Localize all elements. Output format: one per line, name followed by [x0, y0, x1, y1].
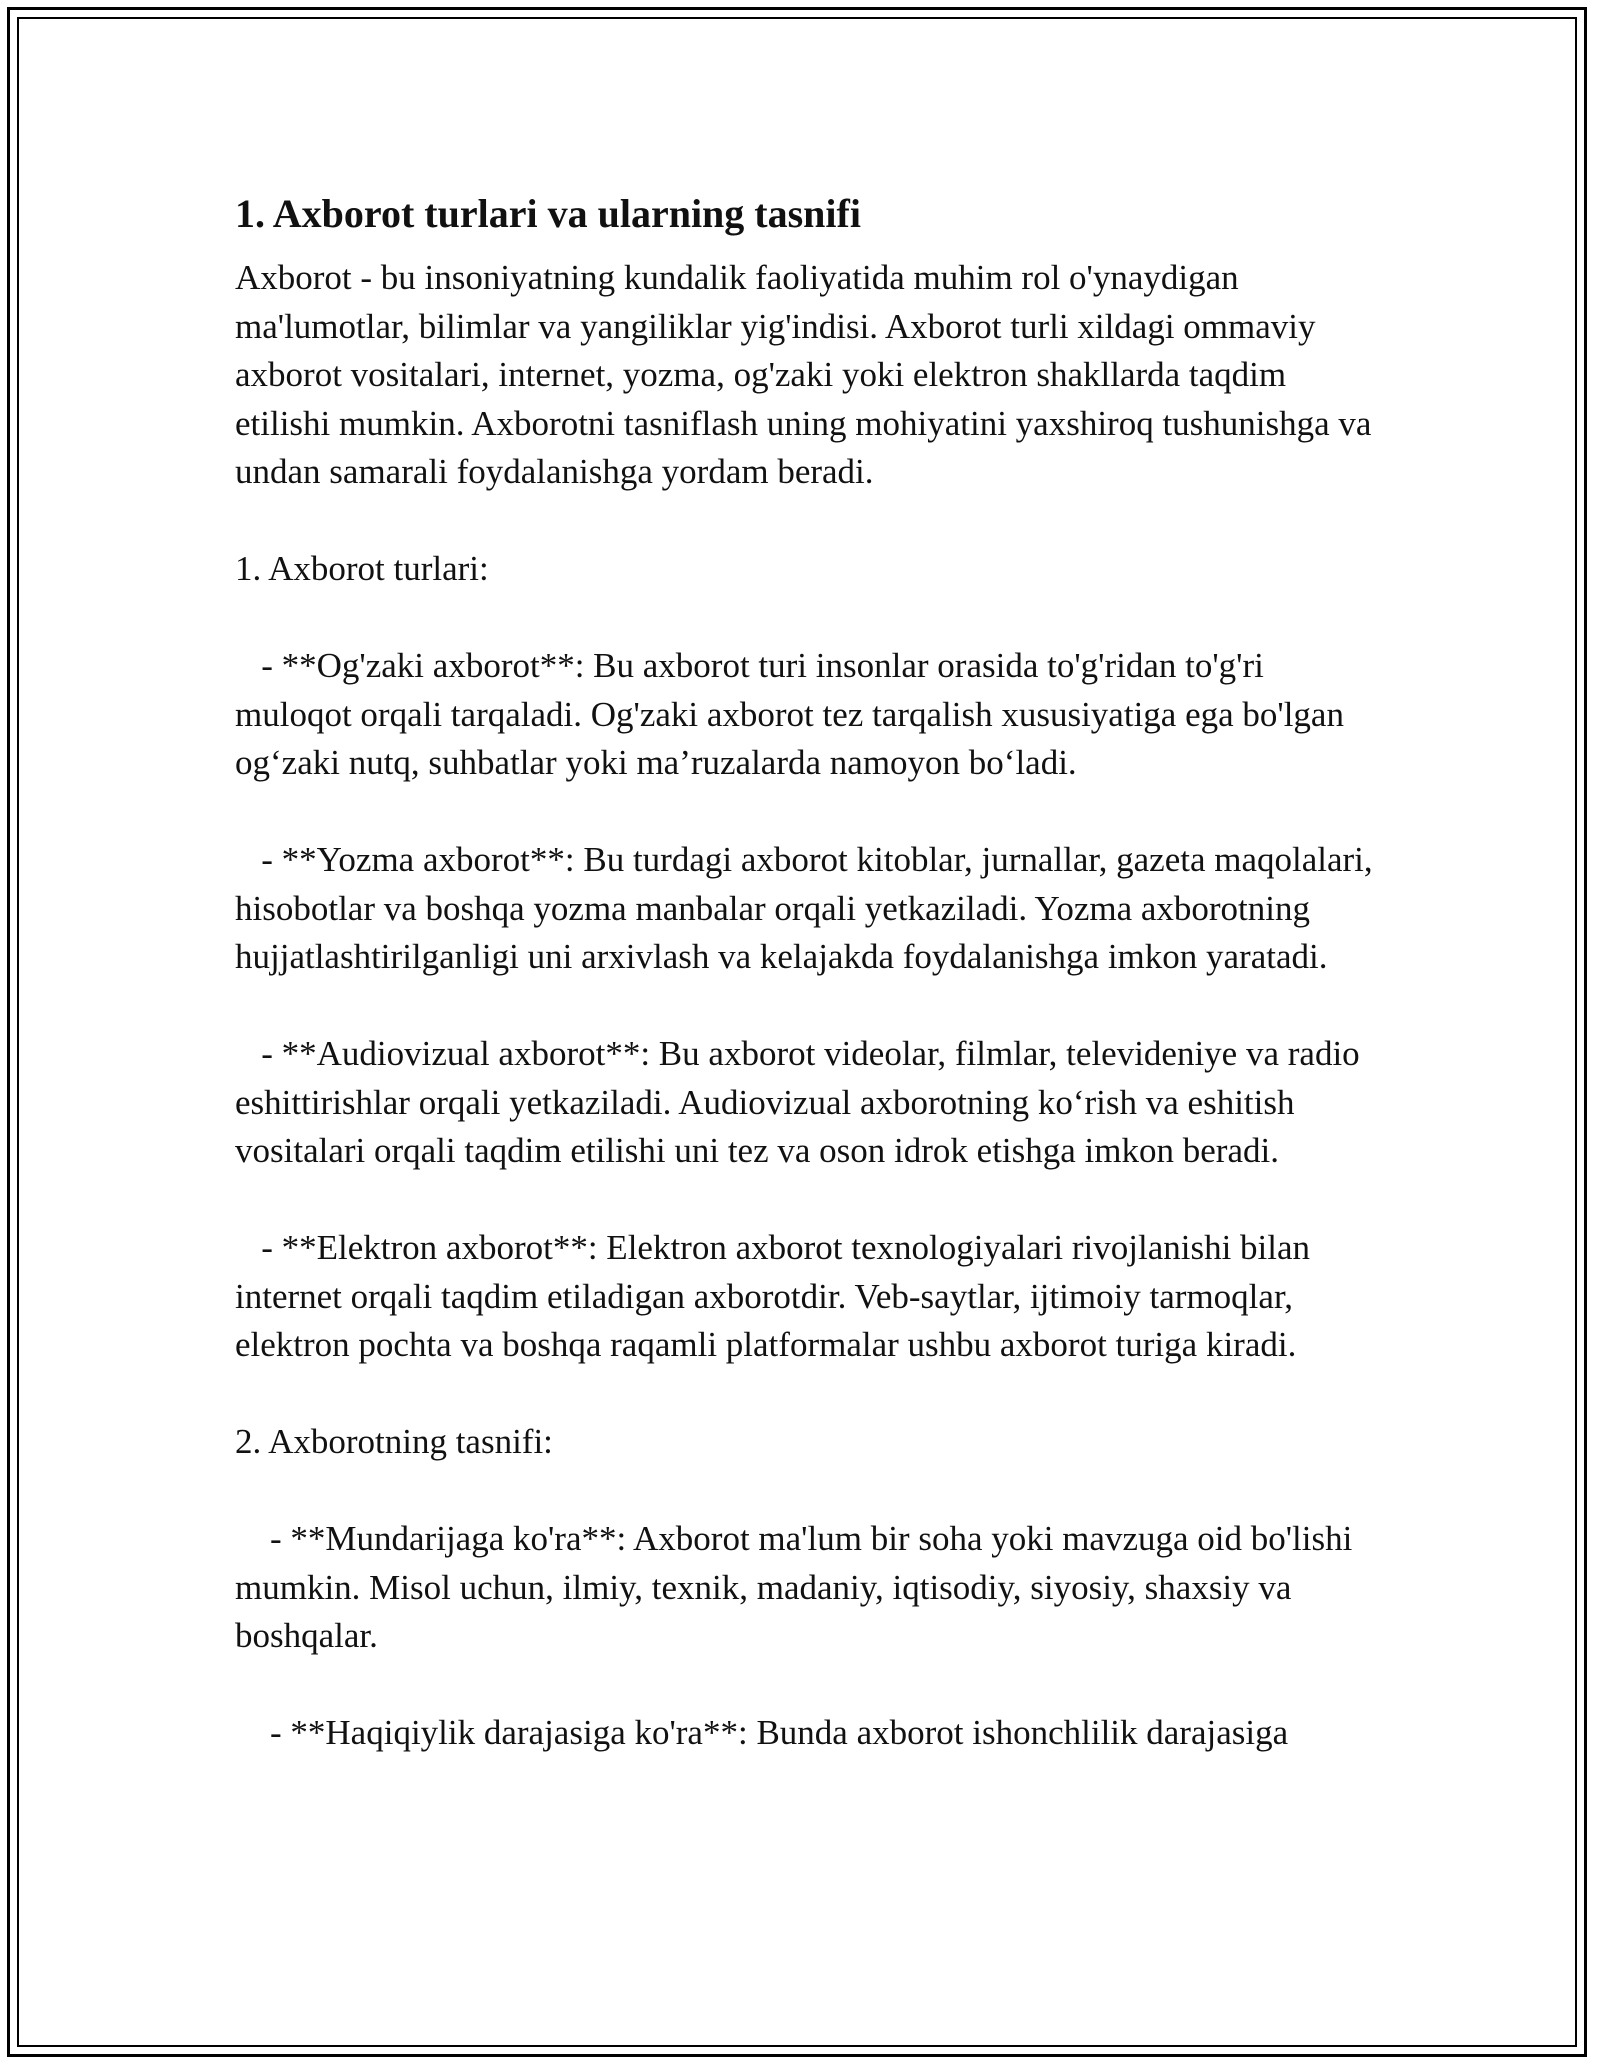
paragraph-gap	[235, 594, 1375, 643]
paragraph-gap	[235, 1176, 1375, 1225]
list-item-electronic: - **Elektron axborot**: Elektron axborot texnologiyalari rivojlanishi bilan internet orqali taqdim etiladigan axborotdir. Veb-saytlar, ijtimoiy tarmoqlar, elektron pochta va boshqa raqamli platformalar ushbu axborot turiga kiradi.	[235, 1228, 1319, 1364]
paragraph-gap	[235, 788, 1375, 837]
paragraph-gap	[235, 982, 1375, 1031]
paragraph-gap	[235, 497, 1375, 546]
list-item-content: - **Mundarijaga ko'ra**: Axborot ma'lum bir soha yoki mavzuga oid bo'lishi mumkin. Misol uchun, ilmiy, texnik, madaniy, iqtisodiy, siyosiy, shaxsiy va boshqalar.	[235, 1519, 1362, 1655]
section-heading-types: 1. Axborot turlari:	[235, 549, 489, 588]
list-item-written: - **Yozma axborot**: Bu turdagi axborot kitoblar, jurnallar, gazeta maqolalari, hisobotlar va boshqa yozma manbalar orqali yetkaziladi. Yozma axborotning hujjatlashtirilganligi uni arxivlash va kelajakda foydalanishga imkon yaratadi.	[235, 840, 1382, 976]
document-title: 1. Axborot turlari va ularning tasnifi	[235, 191, 861, 236]
section-heading-classification: 2. Axborotning tasnifi:	[235, 1422, 553, 1461]
list-item-oral: - **Og'zaki axborot**: Bu axborot turi insonlar orasida to'g'ridan to'g'ri muloqot orqali tarqaladi. Og'zaki axborot tez tarqalish xususiyatiga ega bo'lgan og‘zaki nutq, suhbatlar yoki ma’ruzalarda namoyon bo‘ladi.	[235, 646, 1353, 782]
paragraph-gap	[235, 1467, 1375, 1516]
paragraph-gap	[235, 1370, 1375, 1419]
document-body	[235, 186, 1382, 1758]
paragraph-gap	[235, 1661, 1375, 1710]
list-item-audiovisual: - **Audiovizual axborot**: Bu axborot videolar, filmlar, televideniye va radio eshittirishlar orqali yetkaziladi. Audiovizual axborotning ko‘rish va eshitish vositalari orqali taqdim etilishi uni tez va oson idrok etishga imkon beradi.	[235, 1034, 1369, 1170]
intro-paragraph: Axborot - bu insoniyatning kundalik faoliyatida muhim rol o'ynaydigan ma'lumotlar, bilimlar va yangiliklar yig'indisi. Axborot turli xildagi ommaviy axborot vositalari, internet, yozma, og'zaki yoki elektron shakllarda taqdim etilishi mumkin. Axborotni tasniflash uning mohiyatini yaxshiroq tushunishga va undan samarali foydalanishga yordam beradi.	[235, 258, 1381, 491]
list-item-reliability: - **Haqiqiylik darajasiga ko'ra**: Bunda axborot ishonchlilik darajasiga	[235, 1713, 1289, 1752]
